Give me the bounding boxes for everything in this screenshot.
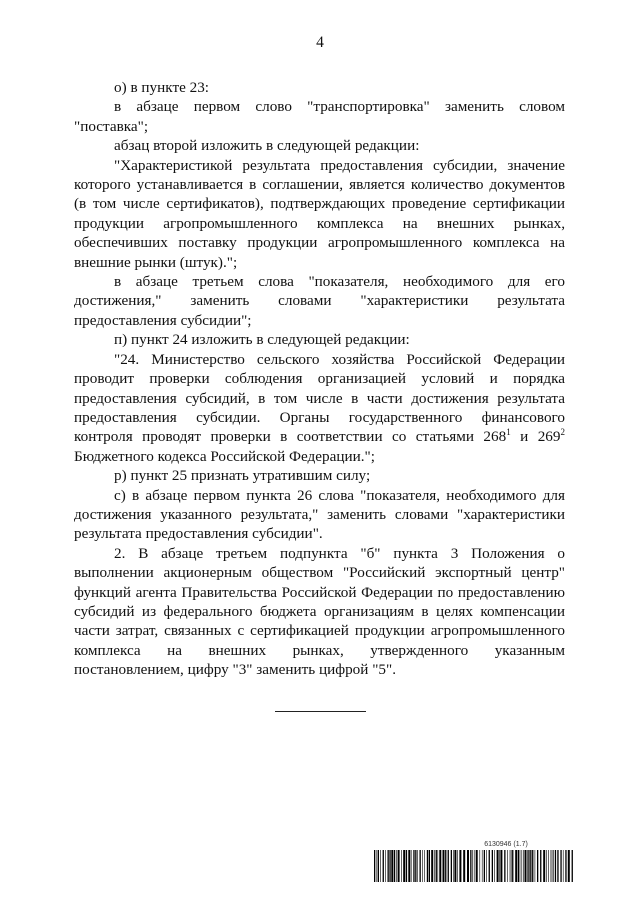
superscript-1: 1 — [506, 427, 511, 438]
paragraph-quote-24 — [74, 350, 565, 466]
paragraph-first-abzac: в абзаце первом слово "транспортировка" заменить словом "поставка"; — [74, 98, 565, 135]
paragraph-third-abzac: в абзаце третьем слова "показателя, необходимого для его достижения," заменить словами "характеристики результата предоставления субсидии"; — [74, 273, 565, 329]
end-divider-line — [275, 711, 366, 712]
document-body — [74, 78, 565, 680]
superscript-2: 2 — [560, 427, 565, 438]
barcode-image — [374, 850, 574, 882]
paragraph-second-abzac: абзац второй изложить в следующей редакции: — [114, 137, 420, 155]
paragraph-item-s: с) в абзаце первом пункта 26 слова "показателя, необходимого для достижения указанного результата," заменить словами "характеристики результата предоставления субсидии". — [74, 486, 565, 543]
paragraph-quote-characteristic: "Характеристикой результата предоставления субсидии, значение которого устанавливается в соглашении, является количество документов (в том числе сертификатов), подтверждающих проведение сертификации продукции агропромышленного комплекса на внешних рынках, обеспечивших поставку продукции агропромышленного комплекса на внешние рынки (штук)."; — [74, 156, 565, 271]
page-number: 4 — [316, 34, 324, 51]
paragraph-section-2: 2. В абзаце третьем подпункта "б" пункта 3 Положения о выполнении акционерным обществом "Российский экспортный центр" функций агента Правительства Российской Федерации по предоставлению субсидий из федерального бюджета организациям в целях компенсации части затрат, связанных с сертификацией продукции агропромышленного комплекса на внешних рынках, утвержденного указанным постановлением, цифру "3" заменить цифрой "5". — [74, 544, 565, 679]
paragraph-quote-24-middle: и 269 — [510, 428, 561, 446]
paragraph-quote-24-end: Бюджетного кодекса Российской Федерации."; — [74, 447, 375, 465]
document-code: 6130946 (1.7) — [484, 841, 528, 848]
paragraph-quote-24-text: "24. Министерство сельского хозяйства Российской Федерации проводит проверки соблюдения организацией условий и порядка предоставления субсидий, в том числе в части достижения результата предоставления субсидии. Органы государственного финансового контроля проводят проверки в соответствии со статьями 268 — [74, 350, 565, 446]
paragraph-item-r: р) пункт 25 признать утратившим силу; — [114, 467, 371, 485]
paragraph-item-p: п) пункт 24 изложить в следующей редакции: — [114, 331, 410, 349]
paragraph-item-o: о) в пункте 23: — [114, 79, 210, 96]
